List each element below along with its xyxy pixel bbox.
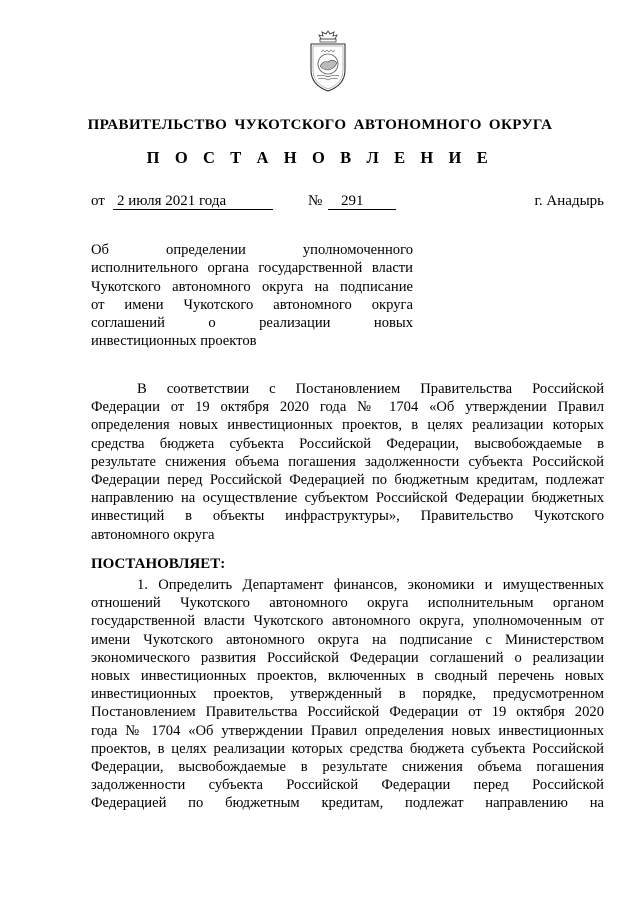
document-date: 2 июля 2021 года [117,193,227,209]
paragraph-line: экономического развития Российской Федерации соглашений о реализации [91,649,604,666]
paragraph-line: проектов, в целях реализации которых средства бюджета субъекта Российской [91,740,604,757]
document-meta [91,193,604,213]
organization-title: ПРАВИТЕЛЬСТВО ЧУКОТСКОГО АВТОНОМНОГО ОКРУГА [87,117,553,133]
subject-line: Чукотского автономного округа на подписание [91,278,413,295]
resolves-heading: ПОСТАНОВЛЯЕТ: [91,556,226,572]
chukotka-coat-of-arms-icon [307,30,349,92]
paragraph-line: В соответствии с Постановлением Правительства Российской [137,381,604,397]
date-field [113,193,273,210]
paragraph-line: отношений Чукотского автономного округа исполнительным органом [91,595,604,612]
paragraph-line: года № 1704 «Об утверждении Правил определения новых инвестиционных [91,722,604,739]
city-name: г. Анадырь [534,193,604,209]
paragraph-line: Федерации перед Российской Федерацией по бюджетным кредитам, подлежат [91,472,604,489]
subject-line: исполнительного органа государственной власти [91,260,413,277]
number-sign: № [308,193,323,209]
subject-line: Об определении уполномоченного [91,242,413,258]
paragraph-line: Постановлением Правительства Российской Федерации от 19 октября 2020 [91,704,604,721]
clause-1-paragraph [91,576,604,813]
paragraph-line: определения новых инвестиционных проектов, в целях реализации которых [91,417,604,434]
document-subject [91,241,413,351]
paragraph-line: имени Чукотского автономного округа на подписание с Министерством [91,631,604,648]
paragraph-line: автономного округа [91,526,215,543]
subject-line: инвестиционных проектов [91,333,257,350]
document-type-title: П О С Т А Н О В Л Е Н И Е [146,148,494,167]
paragraph-line: 1. Определить Департамент финансов, экономики и имущественных [137,577,604,593]
paragraph-line: новых инвестиционных проектов, включенных в сводный перечень новых [91,668,604,685]
paragraph-line: инвестиций в объекты инфраструктуры», Правительство Чукотского [91,508,604,525]
number-field [328,193,396,210]
paragraph-line: результате снижения объема погашения задолженности субъекта Российской [91,453,604,470]
subject-line: от имени Чукотского автономного округа [91,296,413,313]
paragraph-line: государственной власти Чукотского автономного округа, уполномоченным от [91,613,604,630]
paragraph-line: Федерации от 19 октября 2020 года № 1704 «Об утверждении Правил [91,399,604,416]
paragraph-line: средства бюджета субъекта Российской Федерации, высвобождаемые в [91,435,604,452]
paragraph-line: Федерацией по бюджетным кредитам, подлежат направлению на [91,795,604,812]
paragraph-line: задолженности субъекта Российской Федерации перед Российской [91,777,604,794]
preamble-paragraph [91,380,604,544]
paragraph-line: Федерации, высвобождаемые в результате снижения объема погашения [91,759,604,776]
subject-line: соглашений о реализации новых [91,315,413,332]
from-label: от [91,193,105,209]
paragraph-line: направлению на осуществление субъектом Российской Федерации бюджетных [91,490,604,507]
paragraph-line: инвестиционных проектов, утвержденный в порядке, предусмотренном [91,686,604,703]
document-number: 291 [341,193,364,209]
